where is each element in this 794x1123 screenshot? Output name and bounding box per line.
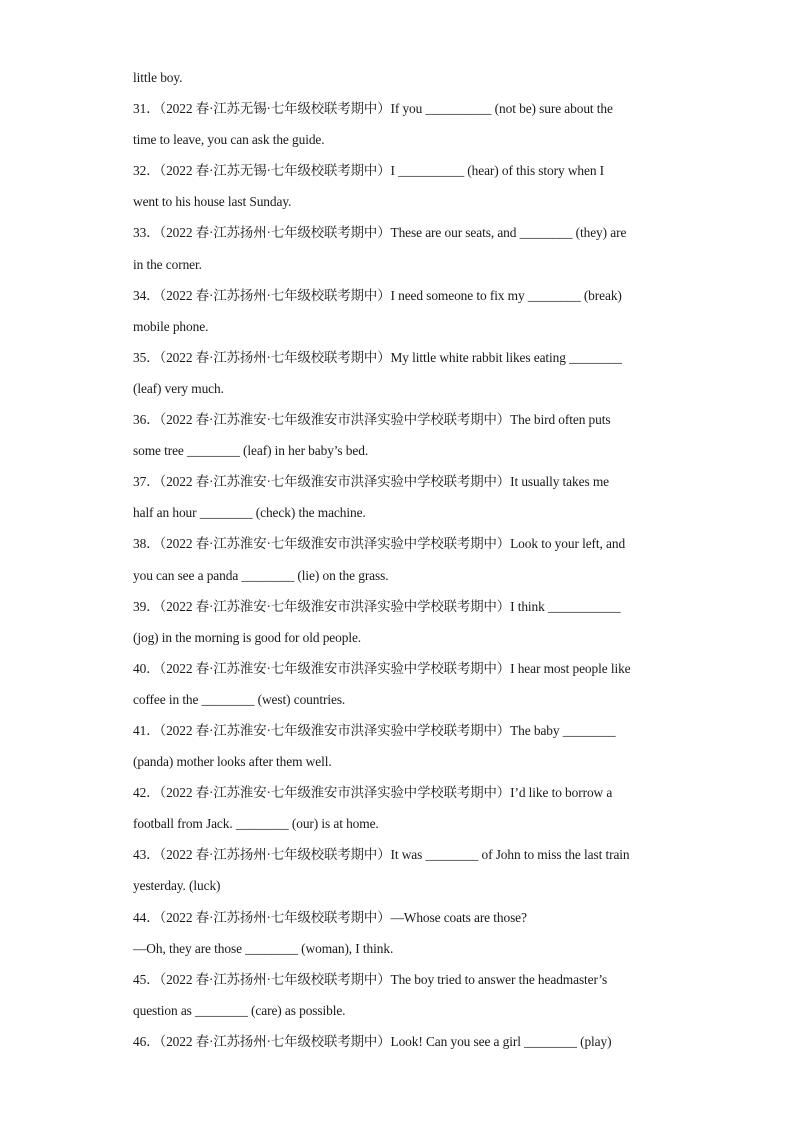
question-33-line-1: 33．（2022 春·江苏扬州·七年级校联考期中）These are our seats, and ________ (they) are [133, 225, 627, 241]
question-41-line-1: 41．（2022 春·江苏淮安·七年级淮安市洪泽实验中学校联考期中）The baby ________ [133, 722, 616, 738]
question-45-line-2: question as ________ (care) as possible. [133, 1002, 346, 1018]
question-39-line-1: 39．（2022 春·江苏淮安·七年级淮安市洪泽实验中学校联考期中）I think ___________ [133, 598, 621, 614]
question-35-line-1: 35．（2022 春·江苏扬州·七年级校联考期中）My little white rabbit likes eating ________ [133, 349, 622, 365]
question-35-line-2: (leaf) very much. [133, 380, 224, 396]
question-42-line-1: 42．（2022 春·江苏淮安·七年级淮安市洪泽实验中学校联考期中）I’d like to borrow a [133, 785, 613, 801]
question-32-line-2: went to his house last Sunday. [133, 194, 292, 210]
question-34-line-2: mobile phone. [133, 318, 209, 334]
question-42-line-2: football from Jack. ________ (our) is at home. [133, 816, 379, 832]
question-45-line-1: 45．（2022 春·江苏扬州·七年级校联考期中）The boy tried to answer the headmaster’s [133, 971, 608, 987]
question-46-line-1: 46．（2022 春·江苏扬州·七年级校联考期中）Look! Can you see a girl ________ (play) [133, 1033, 612, 1049]
question-37-line-2: half an hour ________ (check) the machine. [133, 505, 366, 521]
question-43-line-2: yesterday. (luck) [133, 878, 221, 894]
question-44-line-2: —Oh, they are those ________ (woman), I think. [133, 940, 394, 956]
question-44-line-1: 44．（2022 春·江苏扬州·七年级校联考期中）—Whose coats are those? [133, 909, 527, 925]
question-39-line-2: (jog) in the morning is good for old people. [133, 629, 362, 645]
question-37-line-1: 37．（2022 春·江苏淮安·七年级淮安市洪泽实验中学校联考期中）It usually takes me [133, 474, 609, 490]
text-line: little boy. [133, 70, 183, 85]
question-33-line-2: in the corner. [133, 256, 202, 272]
question-41-line-2: (panda) mother looks after them well. [133, 754, 332, 770]
question-32-line-1: 32．（2022 春·江苏无锡·七年级校联考期中）I __________ (hear) of this story when I [133, 163, 605, 179]
question-34-line-1: 34．（2022 春·江苏扬州·七年级校联考期中）I need someone to fix my ________ (break) [133, 287, 622, 303]
question-38-line-2: you can see a panda ________ (lie) on the grass. [133, 567, 389, 583]
question-31-line-2: time to leave, you can ask the guide. [133, 132, 325, 148]
question-40-line-1: 40．（2022 春·江苏淮安·七年级淮安市洪泽实验中学校联考期中）I hear most people like [133, 660, 631, 676]
question-40-line-2: coffee in the ________ (west) countries. [133, 691, 346, 707]
question-43-line-1: 43．（2022 春·江苏扬州·七年级校联考期中）It was ________ of John to miss the last train [133, 847, 630, 863]
question-36-line-1: 36．（2022 春·江苏淮安·七年级淮安市洪泽实验中学校联考期中）The bird often puts [133, 412, 611, 428]
question-36-line-2: some tree ________ (leaf) in her baby’s bed. [133, 443, 369, 459]
question-31-line-1: 31．（2022 春·江苏无锡·七年级校联考期中）If you __________ (not be) sure about the [133, 101, 613, 117]
question-38-line-1: 38．（2022 春·江苏淮安·七年级淮安市洪泽实验中学校联考期中）Look to your left, and [133, 536, 626, 552]
